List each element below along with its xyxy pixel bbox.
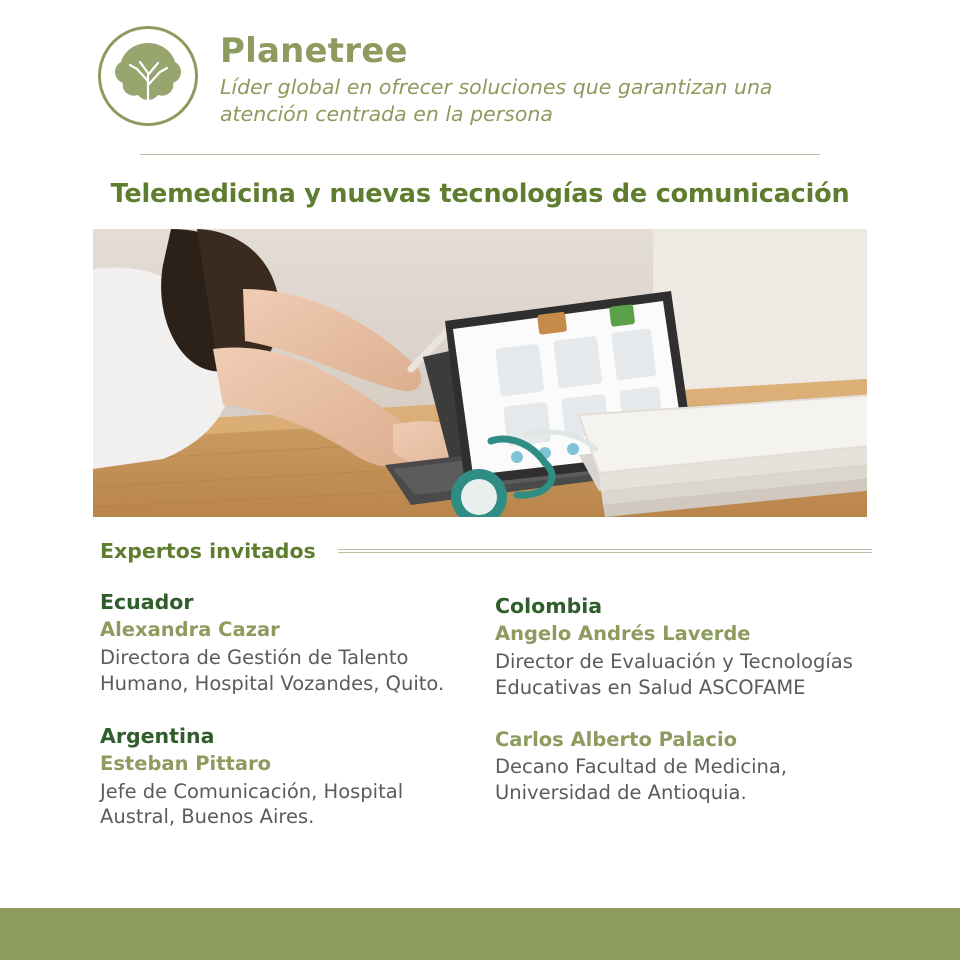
header [0, 0, 960, 128]
expert-entry [100, 589, 495, 697]
expert-entry [495, 727, 890, 806]
expert-role: Jefe de Comunicación, Hospital Austral, Buenos Aires. [100, 779, 404, 829]
experts-columns [100, 589, 890, 857]
expert-country: Ecuador [100, 589, 194, 614]
experts-divider [338, 549, 872, 553]
expert-name: Carlos Alberto Palacio [495, 727, 738, 751]
footer-bar [0, 908, 960, 960]
experts-right-column [495, 589, 890, 857]
brand-tagline: Líder global en ofrecer soluciones que garantizan una atención centrada en la persona [220, 74, 773, 126]
session-title: Telemedicina y nuevas tecnologías de comunicación [110, 178, 850, 209]
expert-entry [495, 593, 890, 701]
expert-role: Director de Evaluación y Tecnologías Educativas en Salud ASCOFAME [495, 649, 853, 699]
expert-role: Decano Facultad de Medicina, Universidad de Antioquia. [495, 754, 788, 804]
expert-country: Colombia [495, 593, 603, 618]
expert-name: Esteban Pittaro [100, 752, 272, 776]
experts-heading: Expertos invitados [100, 538, 316, 563]
expert-country: Argentina [100, 723, 215, 748]
expert-entry [100, 723, 495, 831]
header-divider [140, 154, 820, 155]
expert-name: Angelo Andrés Laverde [495, 622, 751, 646]
brand-block [220, 26, 860, 128]
expert-role: Directora de Gestión de Talento Humano, Hospital Vozandes, Quito. [100, 645, 445, 695]
experts-left-column [100, 589, 495, 857]
experts-heading-row [100, 539, 872, 563]
session-photo [93, 229, 867, 517]
brand-title: Planetree [220, 31, 408, 71]
expert-name: Alexandra Cazar [100, 618, 280, 642]
tree-in-circle-icon [98, 26, 198, 126]
